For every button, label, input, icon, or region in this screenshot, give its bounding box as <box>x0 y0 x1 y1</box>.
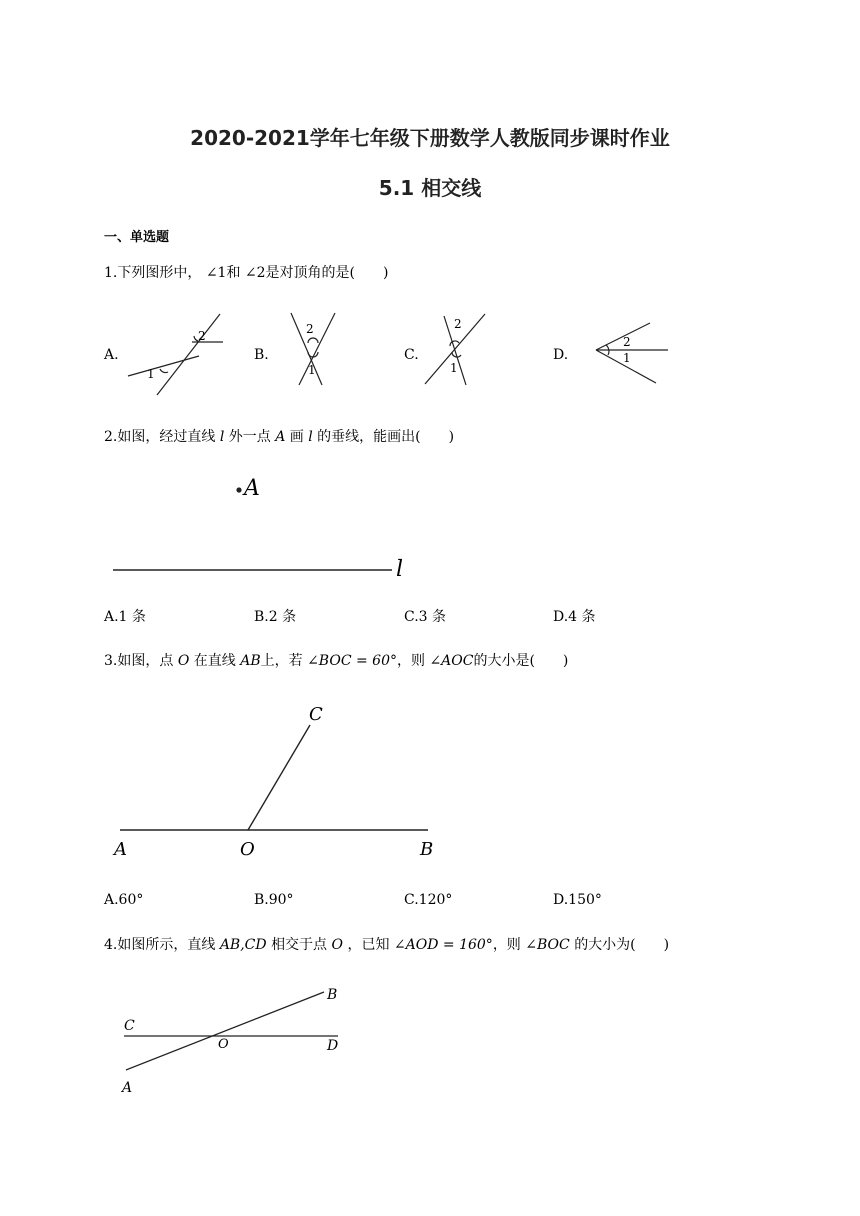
question-number: 1. <box>104 265 118 281</box>
fig-label-o: O <box>218 1037 229 1052</box>
fig-b-label-2: 2 <box>306 322 314 336</box>
fig-d-label-2: 2 <box>623 335 631 349</box>
fig-label-o: O <box>240 839 255 860</box>
fig-label-c: C <box>124 1018 135 1034</box>
question-number: 2. <box>104 429 118 445</box>
fig-d-label-1: 1 <box>623 351 631 365</box>
option-3d: D.150° <box>553 892 602 908</box>
fig-b-label-1: 1 <box>308 363 316 377</box>
fig-label-point-a: A <box>244 476 260 501</box>
fig-a-label-2: 2 <box>198 329 206 343</box>
document-title: 2020-2021学年七年级下册数学人教版同步课时作业 <box>190 126 670 150</box>
question-number: 4. <box>104 937 118 953</box>
section-heading: 一、单选题 <box>104 230 170 245</box>
fig-a-label-1: 1 <box>147 367 155 381</box>
fig-label-d: D <box>327 1038 339 1054</box>
option-label-c: C. <box>404 347 419 363</box>
option-2b: B.2 条 <box>254 609 297 625</box>
fig-label-a: A <box>114 839 127 860</box>
fig-label-c: C <box>309 704 323 725</box>
document-subtitle: 5.1 相交线 <box>378 176 482 200</box>
question-1-stem: 1.下列图形中， ∠1和 ∠2是对顶角的是( ) <box>104 265 389 281</box>
option-3b: B.90° <box>254 892 294 908</box>
question-3-stem: 3.如图，点 O 在直线 AB上，若 ∠BOC = 60°，则 ∠AOC的大小是( ) <box>104 653 569 669</box>
fig-label-line-l: l <box>396 557 404 582</box>
option-3c: C.120° <box>404 892 453 908</box>
fig-label-a: A <box>122 1080 133 1096</box>
option-label-d: D. <box>553 347 569 363</box>
option-3a: A.60° <box>104 892 144 908</box>
option-label-a: A. <box>104 347 119 363</box>
fig-label-b: B <box>327 987 338 1003</box>
option-label-b: B. <box>254 347 269 363</box>
option-2d: D.4 条 <box>553 609 596 625</box>
question-4-stem: 4.如图所示，直线 AB,CD 相交于点 O ，已知 ∠AOD = 160°，则 ∠BOC 的大小为( ) <box>104 937 670 953</box>
fig-c-label-1: 1 <box>450 361 458 375</box>
fig-label-b: B <box>420 839 434 860</box>
question-2-stem: 2.如图，经过直线 l 外一点 A 画 l 的垂线，能画出( ) <box>104 429 455 445</box>
question-number: 3. <box>104 653 118 669</box>
math-angle-2: ∠2 <box>244 265 266 281</box>
math-angle-1: ∠1 <box>205 265 227 281</box>
fig-c-label-2: 2 <box>454 317 462 331</box>
option-2c: C.3 条 <box>404 609 447 625</box>
option-2a: A.1 条 <box>104 609 146 625</box>
line-ab <box>126 992 324 1070</box>
